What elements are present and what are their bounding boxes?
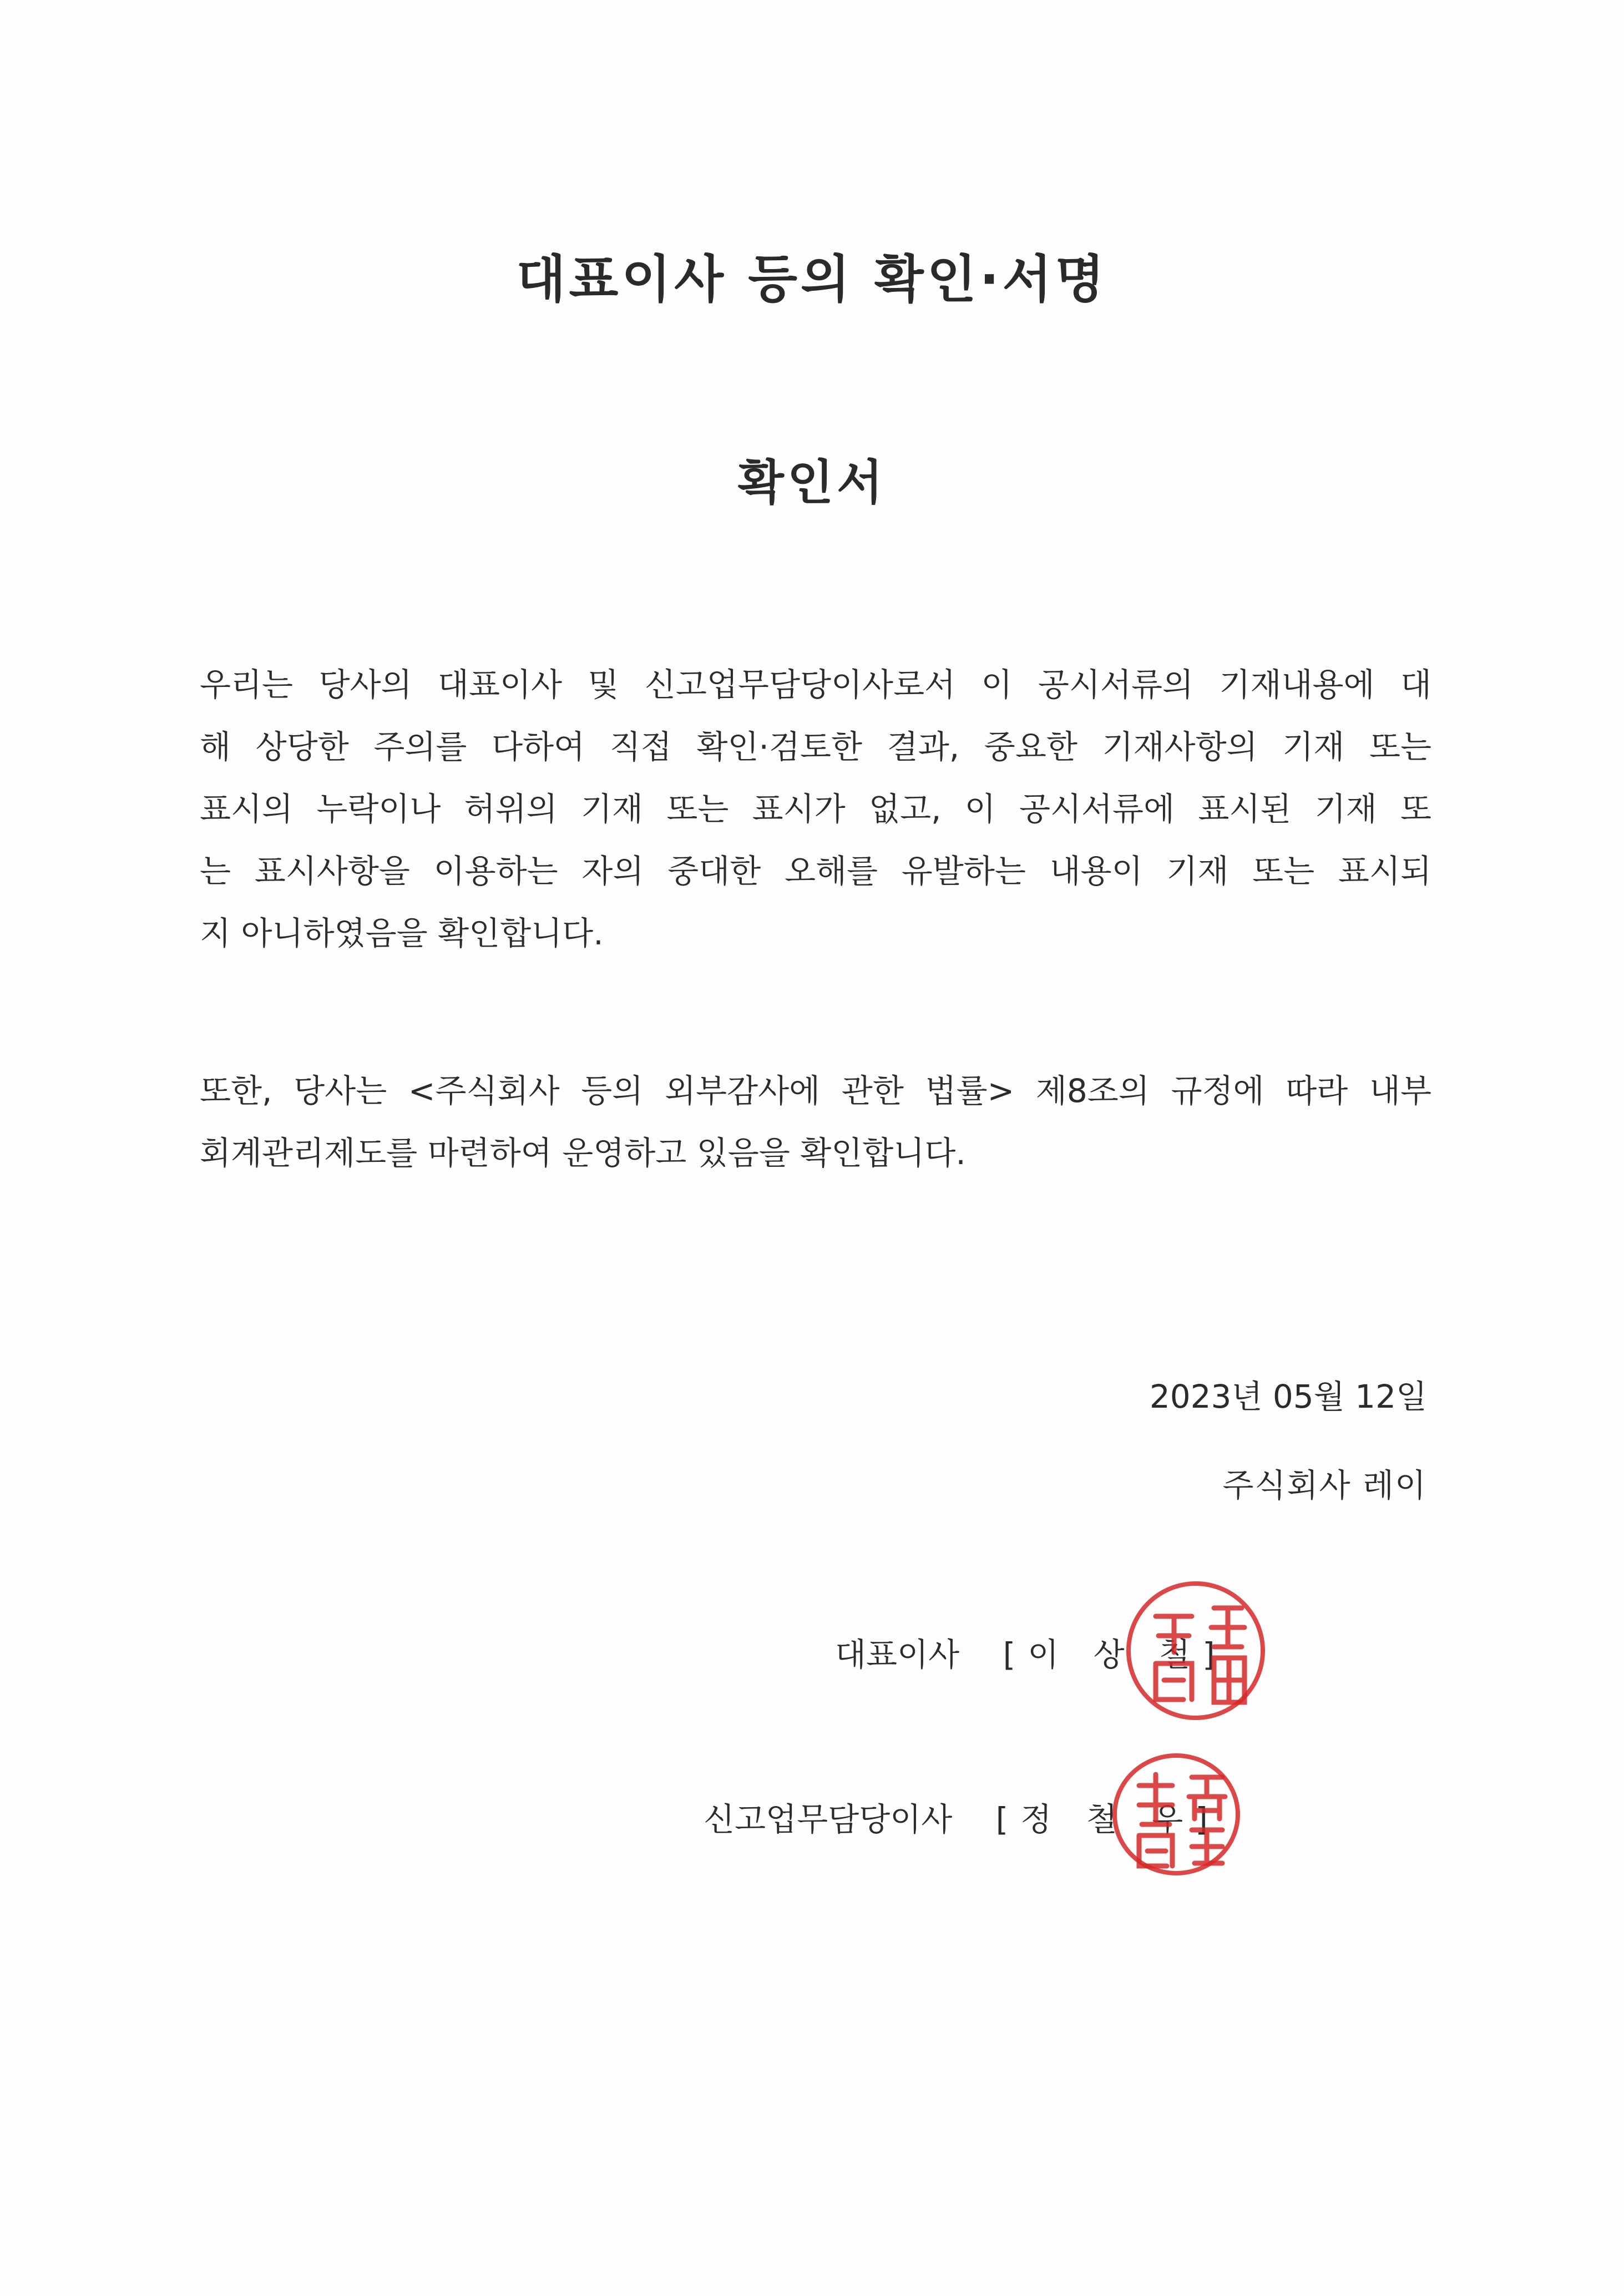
paragraph-1-line: 표시의 누락이나 허위의 기재 또는 표시가 없고, 이 공시서류에 표시된 기재 또 xyxy=(200,790,1431,828)
seal-glyph-icon xyxy=(1131,1586,1269,1724)
ceo-seal-stamp xyxy=(1126,1581,1265,1720)
company-name: 주식회사 레이 xyxy=(1222,1466,1427,1504)
paragraph-2-line: 회계관리제도를 마련하여 운영하고 있음을 확인합니다. xyxy=(200,1134,966,1172)
signatory-role: 신고업무담당이사 xyxy=(704,1801,953,1838)
paragraph-2-line: 또한, 당사는 <주식회사 등의 외부감사에 관한 법률> 제8조의 규정에 따라 내부 xyxy=(200,1072,1431,1110)
paragraph-1-line: 해 상당한 주의를 다하여 직접 확인·검토한 결과, 중요한 기재사항의 기재 또는 xyxy=(200,728,1431,766)
confirmation-paragraph-1 xyxy=(200,654,1431,964)
director-seal-stamp xyxy=(1112,1753,1240,1875)
seal-glyph-icon xyxy=(1117,1758,1244,1880)
paragraph-1-line: 우리는 당사의 대표이사 및 신고업무담당이사로서 이 공시서류의 기재내용에 대 xyxy=(200,666,1431,704)
confirmation-paragraph-2 xyxy=(200,1060,1431,1184)
paragraph-1-line: 는 표시사항을 이용하는 자의 중대한 오해를 유발하는 내용이 기재 또는 표시되 xyxy=(200,852,1431,890)
paragraph-1-line: 지 아니하였음을 확인합니다. xyxy=(200,914,604,952)
signatory-name: [정 철 우] xyxy=(995,1801,1220,1838)
signatory-role: 대표이사 xyxy=(835,1636,960,1673)
document-subtitle: 확인서 xyxy=(737,455,887,510)
document-date: 2023년 05월 12일 xyxy=(1149,1378,1427,1415)
signatory-name: [이 상 철] xyxy=(1003,1636,1227,1673)
document-title: 대표이사 등의 확인·서명 xyxy=(516,250,1108,309)
